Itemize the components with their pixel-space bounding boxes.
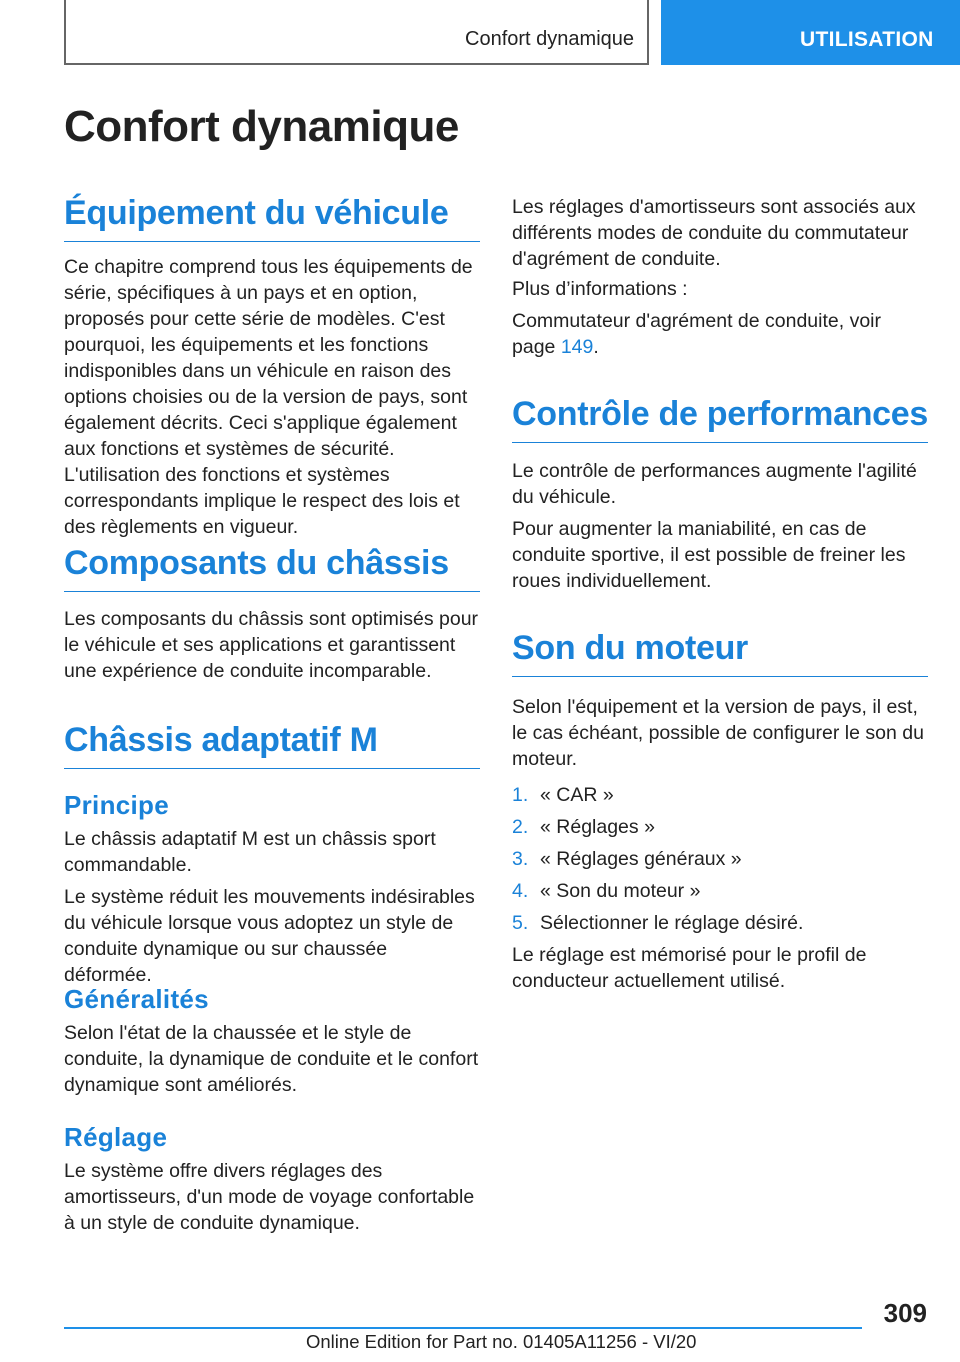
list-item-number: 2. <box>512 816 529 838</box>
steps-list <box>512 782 928 942</box>
list-item <box>512 878 928 910</box>
list-item-text: « CAR » <box>540 784 614 806</box>
list-item-number: 3. <box>512 848 529 870</box>
heading-composants: Composants du châssis <box>64 544 480 592</box>
text-principe-2: Le système réduit les mouvements indésirables du véhicule lorsque vous adoptez un style de conduite dynamique ou sur chaussée déformée. <box>64 886 475 986</box>
reference-text: Commutateur d'agrément de conduite, voir page <box>512 310 881 358</box>
list-item-number: 5. <box>512 912 529 934</box>
text-reglage: Le système offre divers réglages des amortisseurs, d'un mode de voyage confortable à un style de conduite dynamique. <box>64 1160 475 1234</box>
text-reference <box>512 308 928 360</box>
list-item <box>512 814 928 846</box>
heading-principe: Principe <box>64 790 169 820</box>
footer-divider <box>64 1327 862 1329</box>
list-item-number: 4. <box>512 880 529 902</box>
page-title: Confort dynamique <box>64 102 459 151</box>
heading-equipement: Équipement du véhicule <box>64 194 480 242</box>
footer-edition: Online Edition for Part no. 01405A11256 - VI/20 <box>306 1331 697 1352</box>
text-controle-2: Pour augmenter la maniabilité, en cas de conduite sportive, il est possible de freiner les roues individuellement. <box>512 518 906 592</box>
heading-controle-performances: Contrôle de performances <box>512 395 928 443</box>
header-chapter-tab[interactable] <box>661 0 960 65</box>
list-item-text: Sélectionner le réglage désiré. <box>540 912 804 934</box>
list-item <box>512 782 928 814</box>
header-section-title: Confort dynamique <box>465 28 634 50</box>
text-son-closing: Le réglage est mémorisé pour le profil de conducteur actuellement utilisé. <box>512 944 867 992</box>
page-number: 309 <box>883 1298 927 1328</box>
text-plus-info: Plus d’informations : <box>512 278 688 300</box>
heading-generalites: Généralités <box>64 984 209 1014</box>
text-controle-1: Le contrôle de performances augmente l'agilité du véhicule. <box>512 460 917 508</box>
list-item <box>512 910 928 942</box>
text-composants: Les composants du châssis sont optimisés pour le véhicule et ses applications et garantissent une expérience de conduite incomparable. <box>64 608 479 682</box>
list-item <box>512 846 928 878</box>
list-item-text: « Réglages généraux » <box>540 848 742 870</box>
heading-chassis-adaptatif: Châssis adaptatif M <box>64 721 480 769</box>
header-chapter-label: UTILISATION <box>800 28 934 51</box>
text-principe-1: Le châssis adaptatif M est un châssis sport commandable. <box>64 828 436 876</box>
heading-reglage: Réglage <box>64 1122 168 1152</box>
list-item-number: 1. <box>512 784 529 806</box>
text-equipement: Ce chapitre comprend tous les équipements de série, spécifiques à un pays et en option, proposés pour cette série de modèles. C'est pourquoi, les équipements et les fonctions indisponibles dans un véhicule en raison des options choisies ou de la version de pays, sont également décrits. Ceci s'applique également aux fonctions et systèmes de sécurité. L'utilisation des fonctions et systèmes correspondants implique le respect des lois et des règlements en vigueur. <box>64 256 473 538</box>
text-generalites: Selon l'état de la chaussée et le style de conduite, la dynamique de conduite et le confort dynamique sont améliorés. <box>64 1022 479 1096</box>
list-item-text: « Son du moteur » <box>540 880 701 902</box>
list-item-text: « Réglages » <box>540 816 655 838</box>
heading-son-moteur: Son du moteur <box>512 629 928 677</box>
reference-page-link[interactable]: 149 <box>560 336 594 358</box>
text-son-moteur: Selon l'équipement et la version de pays, il est, le cas échéant, possible de configurer le son du moteur. <box>512 696 924 770</box>
reference-end: . <box>593 336 599 358</box>
text-amortisseurs: Les réglages d'amortisseurs sont associés aux différents modes de conduite du commutateur d'agrément de conduite. <box>512 196 916 270</box>
